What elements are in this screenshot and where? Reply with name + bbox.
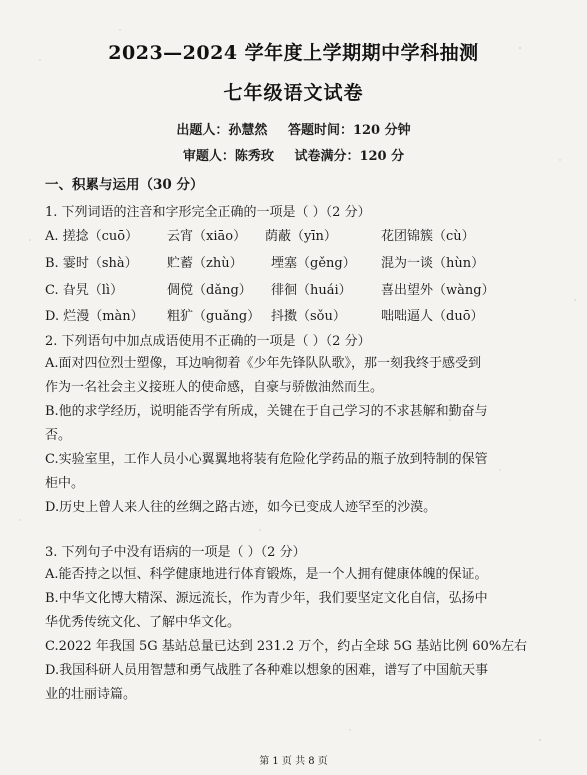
paragraph-line: B.他的求学经历，说明能否学有所成，关键在于自己学习的不求甚解和勤奋与 (45, 404, 488, 419)
option-cell: 云宵（xiāo） (167, 229, 247, 244)
option-cell: 抖擞（sǒu） (271, 309, 346, 324)
paragraph-line: D.我国科研人员用智慧和勇气战胜了各种难以想象的困难，谱写了中国航天事 (45, 663, 489, 678)
paragraph-line: 柜中。 (45, 476, 85, 491)
reviewer-text: 审题人：陈秀玫 (182, 149, 274, 164)
time-text: 答题时间：120 分钟 (287, 123, 411, 138)
paragraph-line: D.历史上曾人来人往的丝绸之路古迹，如今已变成人迹罕至的沙漠。 (45, 500, 437, 515)
paragraph-line: 作为一名社会主义接班人的使命感，自豪与骄傲油然而生。 (45, 380, 384, 395)
author-text: 出题人：孙慧然 (176, 123, 268, 138)
option-cell: 花团锦簇（cù） (381, 229, 475, 244)
paragraph-line: 业的壮丽诗篇。 (45, 687, 137, 702)
paragraph-line: 否。 (45, 428, 72, 443)
option-cell: 咄咄逼人（duō） (381, 309, 484, 324)
meta-row-2 (0, 145, 587, 164)
question-3-options (45, 563, 565, 707)
option-cell: A. 搓捻（cuō） (45, 229, 139, 244)
paragraph-line: A.能否持之以恒、科学健康地进行体育锻炼，是一个人拥有健康体魄的保证。 (45, 567, 488, 582)
option-cell: 徘徊（huái） (271, 283, 352, 298)
question-2-options (45, 352, 565, 520)
section-heading: 一、积累与运用（30 分） (45, 177, 204, 193)
paragraph-line: A.面对四位烈士塑像，耳边响彻着《少年先锋队队歌》，那一刻我终于感受到 (45, 356, 482, 371)
exam-title: 2023—2024 学年度上学期期中学科抽测 (108, 42, 479, 64)
option-cell: 喜出望外（wàng） (381, 283, 495, 298)
option-cell: 贮蓄（zhù） (167, 256, 243, 271)
question-2-stem: 2. 下列语句中加点成语使用不正确的一项是（ ）（2 分） (45, 334, 371, 349)
paragraph-line: C.2022 年我国 5G 基站总量已达到 231.2 万个，约占全球 5G 基站比例 60%左右 (45, 639, 528, 654)
option-cell: 荫蔽（yīn） (265, 229, 337, 244)
paragraph-line: 华优秀传统文化、了解中华文化。 (45, 615, 241, 630)
option-cell: C. 旮旯（lì） (45, 283, 124, 298)
page-footer: 第 1 页 共 8 页 (259, 756, 328, 767)
meta-row-1 (0, 119, 587, 138)
question-1-stem: 1. 下列词语的注音和字形完全正确的一项是（ ）（2 分） (45, 205, 371, 220)
paragraph-line: B.中华文化博大精深、源远流长，作为青少年，我们要坚定文化自信，弘扬中 (45, 591, 488, 606)
option-cell: 堙塞（gěng） (271, 256, 356, 271)
score-text: 试卷满分：120 分 (294, 149, 405, 164)
option-cell: B. 霎时（shà） (45, 256, 138, 271)
question-3-stem: 3. 下列句子中没有语病的一项是（ ）（2 分） (45, 545, 306, 560)
paragraph-line: C.实验室里，工作人员小心翼翼地将装有危险化学药品的瓶子放到特制的保管 (45, 452, 488, 467)
exam-subtitle: 七年级语文试卷 (223, 82, 364, 104)
option-cell: 倜傥（dǎng） (167, 283, 252, 298)
option-cell: 粗犷（guǎng） (167, 309, 261, 324)
option-cell: D. 烂漫（màn） (45, 309, 144, 324)
option-cell: 混为一谈（hùn） (381, 256, 485, 271)
